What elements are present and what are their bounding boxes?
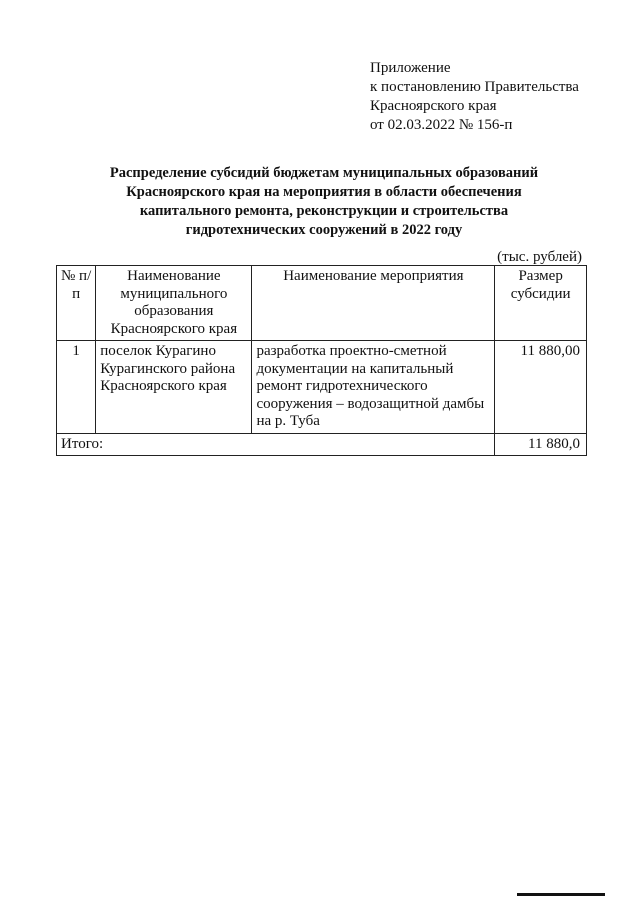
header-activity: Наименование мероприятия: [252, 266, 495, 341]
appendix-line-2: к постановлению Правительства: [370, 79, 579, 95]
table-header-row: [57, 266, 587, 341]
table-total-row: [57, 433, 587, 456]
row-activity: разработка проектно-сметной документации на капитальный ремонт гидротехнического сооружения – водозащитной дамбы на р. Туба: [252, 341, 495, 434]
appendix-line-3: Красноярского края: [370, 98, 497, 114]
subsidy-table: [56, 265, 587, 456]
header-municipality: Наименование муниципального образования Красноярского края: [96, 266, 252, 341]
title-line-3: капитального ремонта, реконструкции и строительства: [139, 203, 509, 219]
title-line-1: Распределение субсидий бюджетам муниципальных образований: [109, 165, 539, 181]
appendix-line-1: Приложение: [370, 60, 451, 76]
appendix-block: [370, 59, 579, 135]
document-title: [60, 164, 588, 240]
units-label: (тыс. рублей): [497, 249, 582, 265]
appendix-line-4: от 02.03.2022 № 156-п: [370, 117, 513, 133]
header-num: № п/п: [57, 266, 96, 341]
title-line-2: Красноярского края на мероприятия в области обеспечения: [126, 184, 522, 200]
title-line-4: гидротехнических сооружений в 2022 году: [185, 222, 463, 238]
row-amount: 11 880,00: [495, 341, 587, 434]
total-label: Итого:: [57, 433, 495, 456]
table-row: [57, 341, 587, 434]
row-num: 1: [57, 341, 96, 434]
header-amount: Размер субсидии: [495, 266, 587, 341]
footer-rule: [517, 893, 605, 896]
row-municipality: поселок Курагино Курагинского района Красноярского края: [96, 341, 252, 434]
total-amount: 11 880,0: [495, 433, 587, 456]
